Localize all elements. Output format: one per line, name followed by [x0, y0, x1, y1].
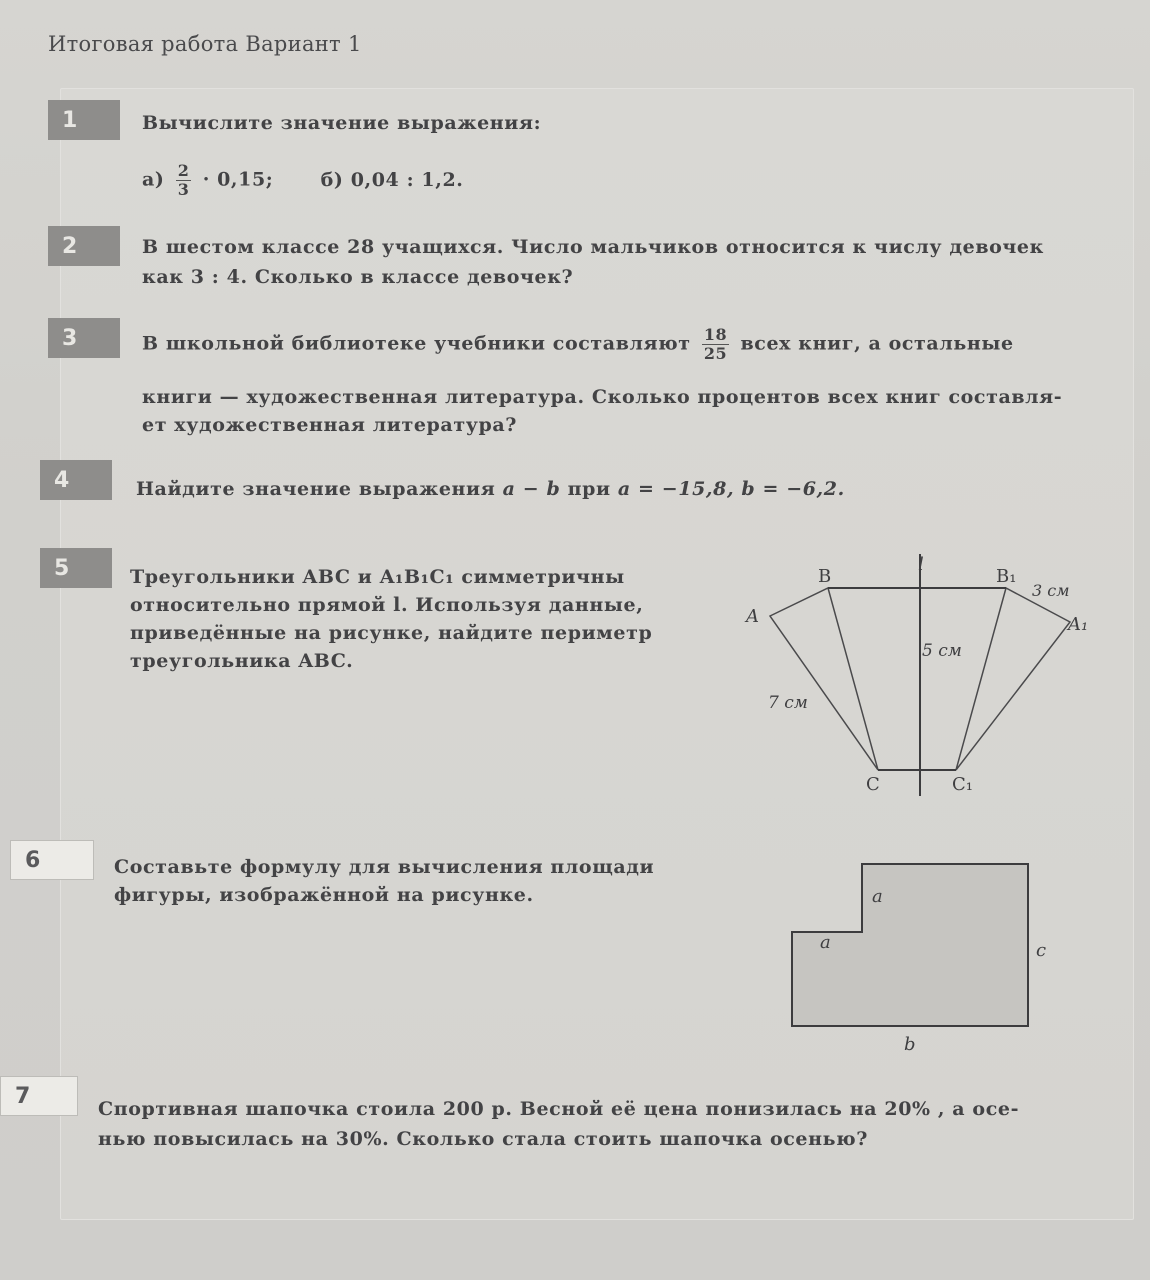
task-number-5: 5	[40, 548, 112, 588]
task-6-line-2: фигуры, изображённой на рисунке.	[114, 884, 534, 906]
task-1-part-a-rest: · 0,15;	[202, 168, 274, 191]
task-3-frac-num: 18	[703, 325, 728, 344]
measure-ac: 7 см	[768, 693, 808, 713]
task-number-6: 6	[10, 840, 94, 880]
task-5-line-2: относительно прямой l. Используя данные,	[130, 594, 644, 616]
task-4-mid: при	[567, 478, 611, 500]
task-3-line-1-before: В школьной библиотеке учебники составляют	[142, 332, 691, 355]
task-number-7: 7	[0, 1076, 78, 1116]
task-4-expr: a − b	[502, 478, 561, 500]
task-5-line-1: Треугольники ABC и A₁B₁C₁ симметричны	[130, 566, 625, 588]
task-1-fraction	[176, 162, 192, 199]
task-4-values: a = −15,8, b = −6,2.	[617, 478, 845, 500]
task-1-text: Вычислите значение выражения:	[142, 112, 542, 134]
page-title: Итоговая работа Вариант 1	[48, 32, 362, 56]
measure-height: 5 см	[922, 641, 962, 661]
label-c: C	[866, 774, 880, 795]
task-number-4: 4	[40, 460, 112, 500]
label-b: b	[904, 1034, 916, 1055]
task-6-line-1: Составьте формулу для вычисления площади	[114, 856, 655, 878]
task-4-text: Найдите значение выражения	[136, 478, 496, 500]
task-number-1: 1	[48, 100, 120, 140]
label-a1: A₁	[1068, 614, 1089, 635]
measure-b1a1: 3 см	[1032, 581, 1070, 600]
area-figure	[780, 856, 1060, 1066]
task-number-3: 3	[48, 318, 120, 358]
task-3-line-2: книги — художественная литература. Сколько процентов всех книг составля-	[142, 386, 1063, 408]
task-5-line-3: приведённые на рисунке, найдите периметр	[130, 622, 653, 644]
label-a-top: a	[872, 886, 883, 907]
label-b1: B₁	[996, 566, 1017, 587]
task-3-fraction	[702, 326, 729, 363]
task-7-line-1: Спортивная шапочка стоила 200 р. Весной её цена понизилась на 20% , а осе-	[98, 1098, 1020, 1120]
label-a: A	[746, 606, 759, 627]
label-c: c	[1036, 940, 1047, 961]
task-1-part-a-label: а)	[142, 168, 165, 191]
triangle-a1b1c1	[956, 588, 1070, 770]
task-3-line-1	[142, 326, 1014, 363]
label-b: B	[818, 566, 832, 587]
task-3-frac-den: 25	[703, 344, 728, 363]
task-5-line-4: треугольника ABC.	[130, 650, 354, 672]
task-1-parts	[142, 162, 464, 199]
triangle-abc	[770, 588, 878, 770]
task-1-part-b: б) 0,04 : 1,2.	[320, 168, 464, 191]
task-3-line-3: ет художественная литература?	[142, 414, 517, 436]
label-a-step: a	[820, 932, 831, 953]
task-4-line	[136, 474, 845, 504]
task-3-line-1-after: всех книг, а остальные	[740, 332, 1014, 355]
label-l: l	[918, 554, 924, 575]
task-2-line-1: В шестом классе 28 учащихся. Число мальчиков относится к числу девочек	[142, 236, 1044, 258]
task-1-frac-den: 3	[177, 180, 190, 199]
symmetry-figure	[730, 548, 1110, 808]
label-c1: C₁	[952, 774, 973, 795]
task-1-frac-num: 2	[177, 161, 190, 180]
task-number-2: 2	[48, 226, 120, 266]
task-7-line-2: нью повысилась на 30%. Сколько стала стоить шапочка осенью?	[98, 1128, 868, 1150]
task-2-line-2: как 3 : 4. Сколько в классе девочек?	[142, 266, 574, 288]
